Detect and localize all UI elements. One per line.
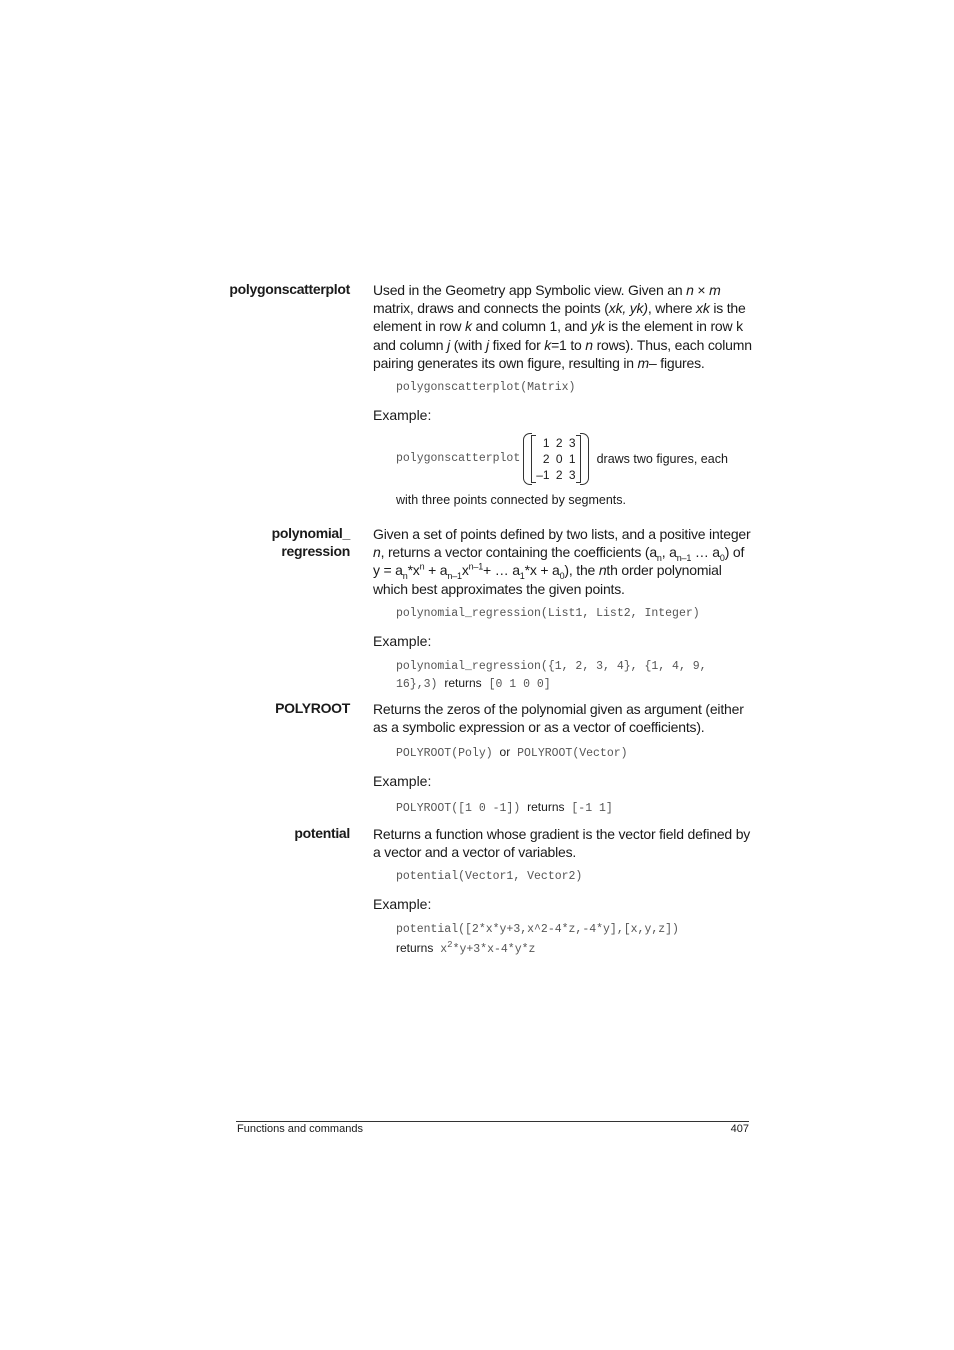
matrix-row: 2 0 1 — [542, 452, 576, 467]
example-result: draws two figures, each — [596, 452, 728, 467]
page-number: 407 — [730, 1123, 749, 1135]
example-code: polynomial_regression({1, 2, 3, 4}, {1, 4, 9, — [396, 659, 707, 673]
example-result: returns $x^2*y+3*x-4*y*z$ — [396, 940, 536, 957]
example-code: polygonscatterplot — [396, 452, 521, 466]
footer-rule — [236, 1121, 749, 1122]
footer-section: Functions and commands — [237, 1123, 363, 1135]
term-polyroot: POLYROOT — [275, 700, 350, 716]
syntax: potential(Vector1, Vector2) — [396, 870, 583, 884]
example-label: Example: — [373, 632, 432, 649]
example-result-continued: with three points connected by segments. — [396, 493, 626, 508]
example-label: Example: — [373, 896, 432, 913]
example-code-continued: 16},3) returns [0 1 0 0] — [396, 675, 551, 691]
example-code: POLYROOT([1 0 -1]) returns [-1 1] — [396, 800, 613, 816]
matrix-row: –1 2 3 — [536, 468, 576, 483]
syntax: polygonscatterplot(Matrix) — [396, 381, 576, 395]
syntax: POLYROOT(Poly) or POLYROOT(Vector) — [396, 745, 628, 761]
example-label: Example: — [373, 773, 432, 790]
description: Returns a function whose gradient is the vector field defined by a vector and a vector of variables. — [373, 826, 751, 861]
example-code: potential([2*x*y+3,x^2-4*z,-4*y],[x,y,z]) — [396, 923, 679, 937]
description: Given a set of points defined by two lists, and a positive integer n, returns a vector containing the coefficients ($a_n$, $a_{n-1}$ … $a_0$) of $y = a_n*x^n + a_{n-1}x^{n-1}+$ … $a_1*x + a_0$), the nth order polynomial which best approximates the given points. — [373, 526, 751, 597]
term-potential: potential — [294, 825, 350, 841]
matrix — [523, 435, 588, 483]
example-label: Example: — [373, 407, 432, 424]
description: Used in the Geometry app Symbolic view. Given an n × m matrix, draws and connects the points (xk, yk), where xk is the element in row k and column 1, and yk is the element in row k and column j (with j fixed for k=1 to n rows). Thus, each column pairing generates its own figure, resulting in m– figures. — [373, 282, 752, 371]
syntax: polynomial_regression(List1, List2, Integer) — [396, 606, 700, 620]
description: Returns the zeros of the polynomial given as argument (either as a symbolic expression or as a vector of coefficients). — [373, 701, 744, 736]
matrix-row: 1 2 3 — [542, 436, 576, 451]
example-with-matrix — [373, 435, 753, 483]
term-polynomial-regression: polynomial_ regression — [271, 525, 350, 559]
term-polygonscatterplot: polygonscatterplot — [229, 281, 350, 297]
